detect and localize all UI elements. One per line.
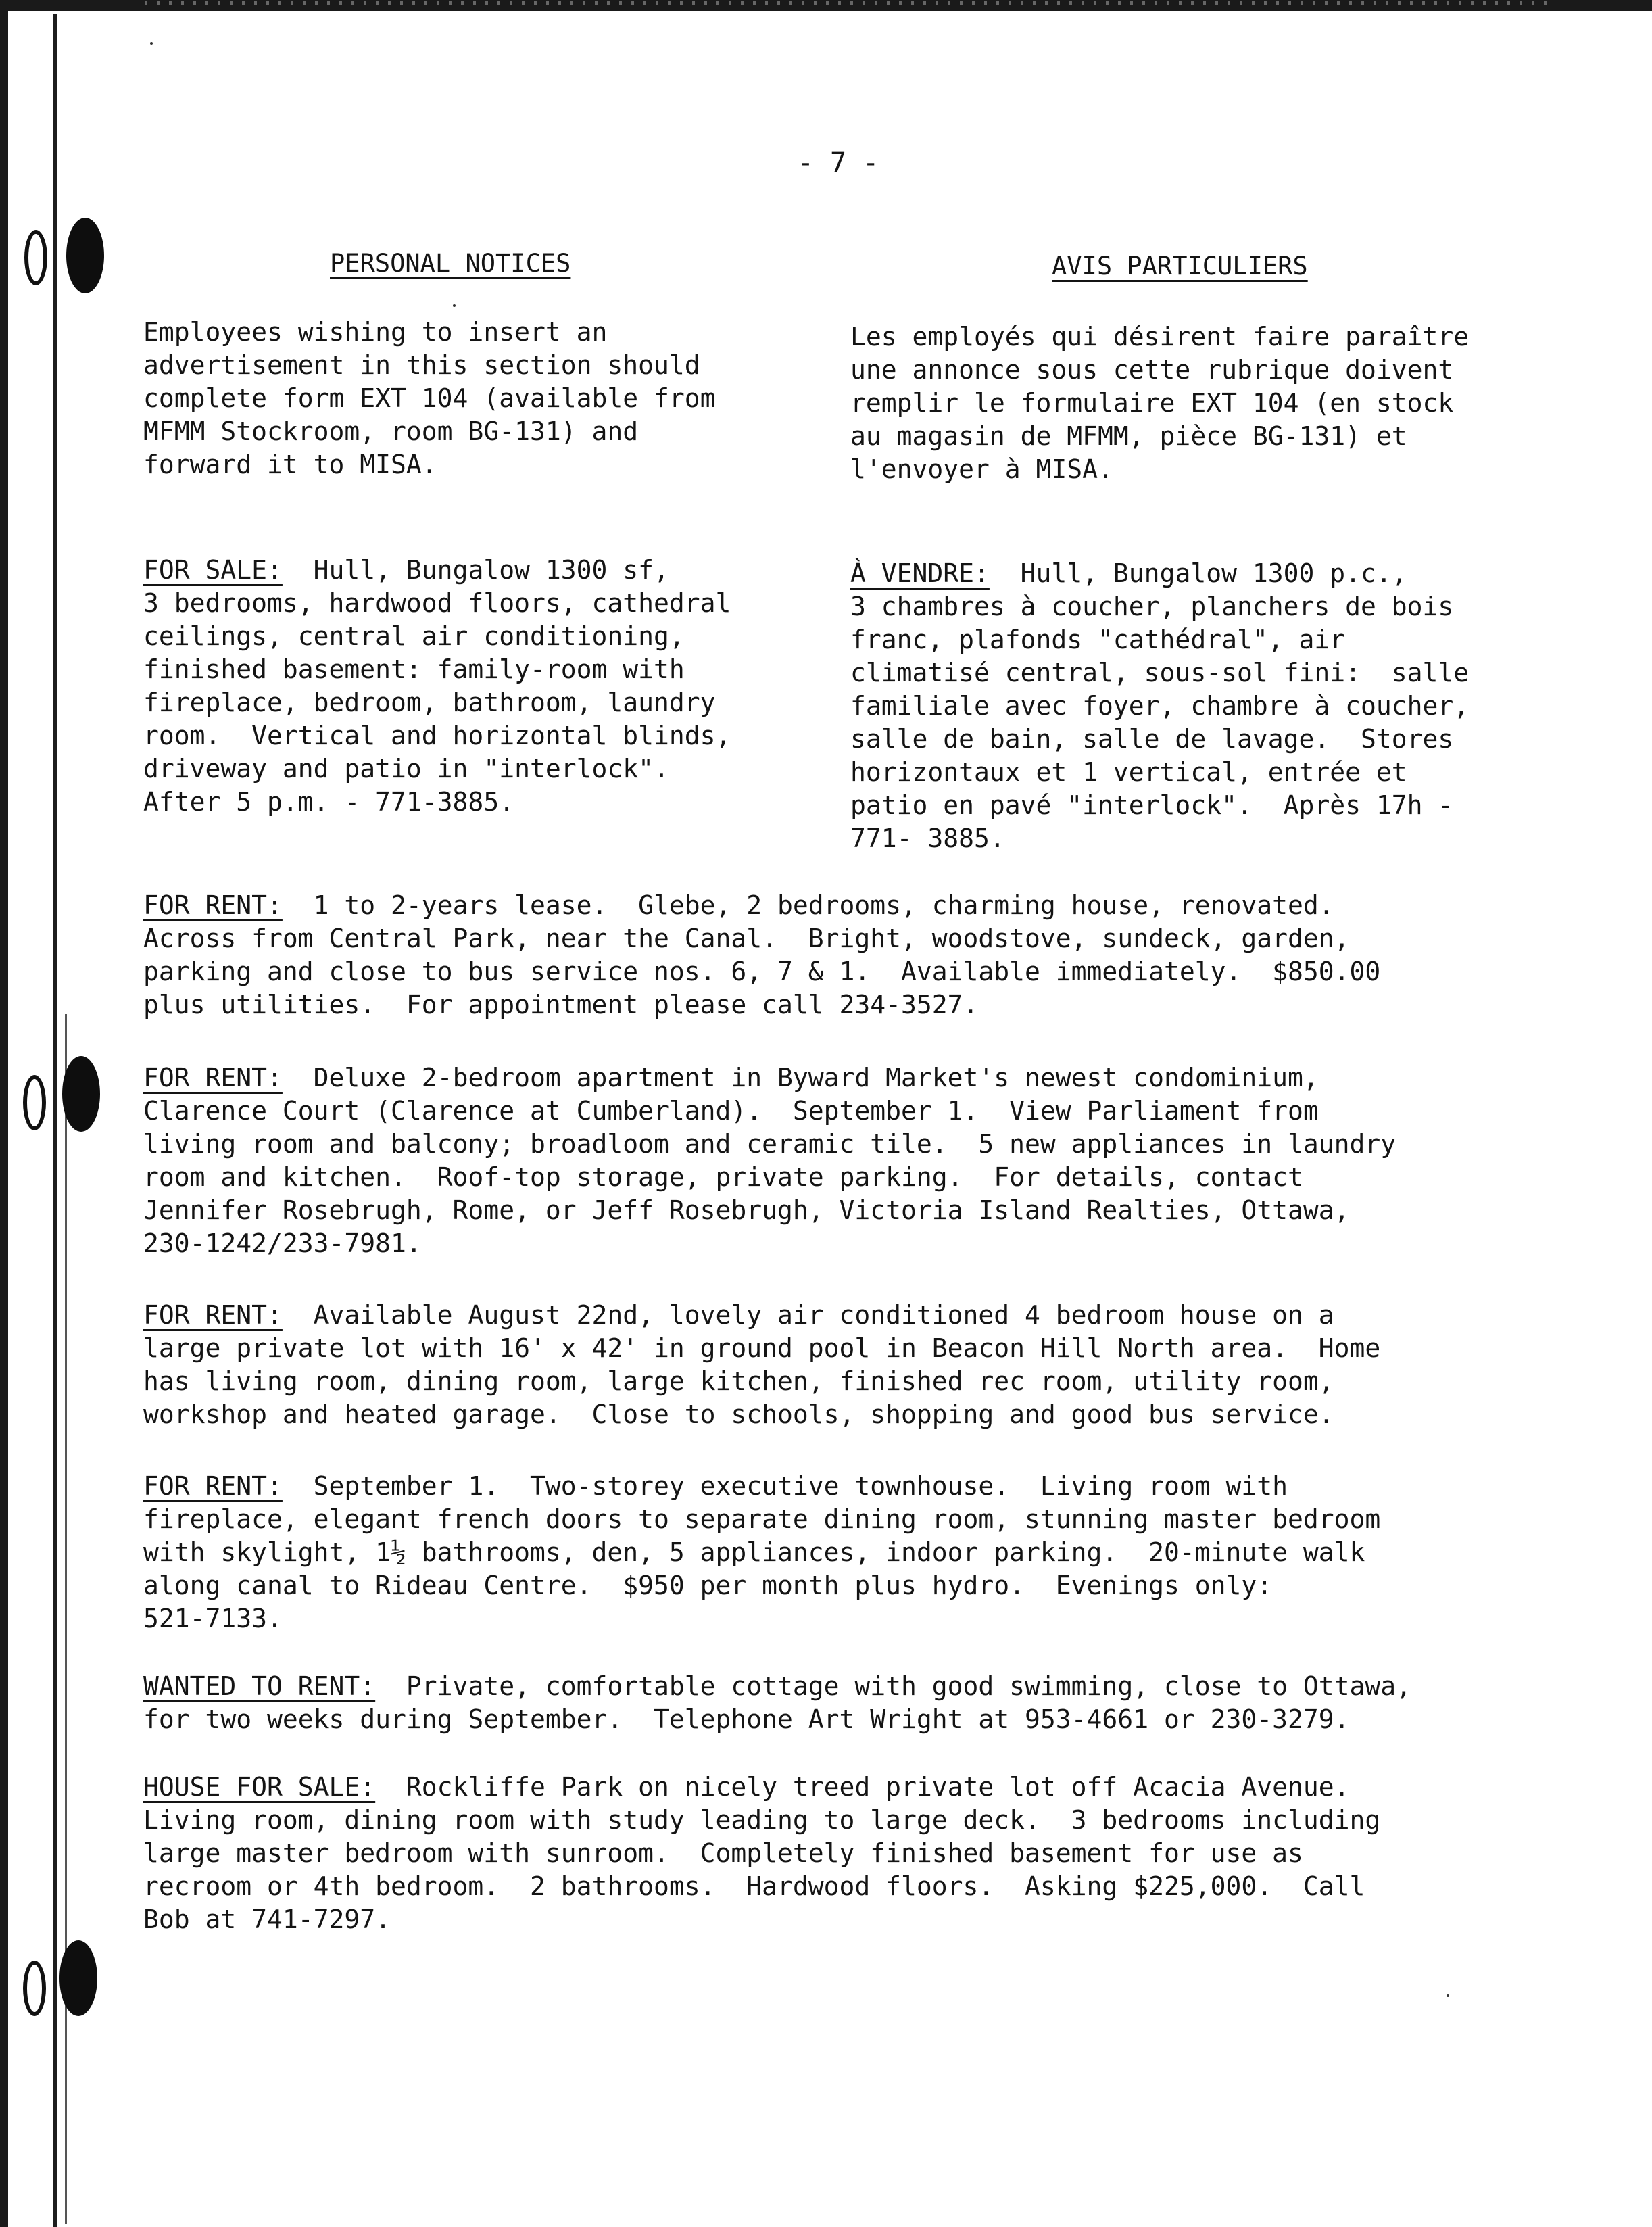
heading-avis-particuliers: AVIS PARTICULIERS: [1052, 252, 1308, 281]
text-line: with skylight, 1½ bathrooms, den, 5 appliances, indoor parking. 20-minute walk: [143, 1537, 1365, 1567]
scan-left-edge: [0, 0, 8, 2227]
text-line: room and kitchen. Roof-top storage, private parking. For details, contact: [143, 1162, 1303, 1192]
text-line: 521-7133.: [143, 1604, 283, 1633]
text-line: fireplace, elegant french doors to separate dining room, stunning master bedroom: [143, 1504, 1381, 1534]
binder-hole-bottom: [59, 1940, 97, 2016]
text-line: Across from Central Park, near the Canal. Bright, woodstove, sundeck, garden,: [143, 924, 1350, 953]
text-line: familiale avec foyer, chambre à coucher,: [850, 691, 1469, 721]
text-line: 3 bedrooms, hardwood floors, cathedral: [143, 588, 731, 618]
text-line: climatisé central, sous-sol fini: salle: [850, 658, 1469, 688]
intro-french: [850, 320, 1469, 486]
binder-line-inner: [65, 1014, 67, 2224]
ad-label: FOR SALE:: [143, 555, 283, 585]
ad-a-vendre-french: [850, 557, 1469, 855]
text-line: Rockliffe Park on nicely treed private lot off Acacia Avenue.: [375, 1772, 1350, 1802]
ad-for-rent-townhouse: [143, 1470, 1380, 1635]
text-line: living room and balcony; broadloom and ceramic tile. 5 new appliances in laundry: [143, 1129, 1396, 1159]
ad-for-sale-english: [143, 554, 731, 819]
text-line: After 5 p.m. - 771-3885.: [143, 787, 515, 817]
heading-personal-notices: PERSONAL NOTICES: [330, 249, 571, 278]
text-line: une annonce sous cette rubrique doivent: [850, 355, 1454, 385]
ad-for-rent-glebe: [143, 889, 1380, 1022]
intro-english: [143, 316, 715, 481]
ad-wanted-to-rent: [143, 1670, 1411, 1736]
ad-for-rent-byward: [143, 1061, 1396, 1260]
binder-hole-shadow-bottom: [23, 1961, 46, 2016]
text-line: Bob at 741-7297.: [143, 1905, 391, 1934]
text-line: has living room, dining room, large kitchen, finished rec room, utility room,: [143, 1366, 1334, 1396]
ad-house-for-sale: [143, 1771, 1380, 1936]
ad-for-rent-beacon-hill: [143, 1299, 1380, 1431]
text-line: horizontaux et 1 vertical, entrée et: [850, 757, 1407, 787]
binder-hole-shadow-top: [24, 230, 47, 285]
scan-top-edge: [0, 0, 1652, 11]
text-line: Les employés qui désirent faire paraître: [850, 322, 1469, 352]
scan-speck: [1447, 1994, 1449, 1997]
text-line: recroom or 4th bedroom. 2 bathrooms. Hardwood floors. Asking $225,000. Call: [143, 1871, 1365, 1901]
scan-speck: [453, 304, 456, 307]
ad-label: FOR RENT:: [143, 1063, 283, 1093]
text-line: Private, comfortable cottage with good swimming, close to Ottawa,: [375, 1671, 1411, 1701]
text-line: advertisement in this section should: [143, 350, 700, 380]
ad-label: FOR RENT:: [143, 1300, 283, 1330]
text-line: Available August 22nd, lovely air conditioned 4 bedroom house on a: [282, 1300, 1334, 1330]
text-line: plus utilities. For appointment please call 234-3527.: [143, 990, 979, 1020]
text-line: Jennifer Rosebrugh, Rome, or Jeff Rosebrugh, Victoria Island Realties, Ottawa,: [143, 1195, 1350, 1225]
scan-speck: [150, 42, 153, 45]
text-line: complete form EXT 104 (available from: [143, 383, 716, 413]
text-line: finished basement: family-room with: [143, 654, 685, 684]
text-line: Clarence Court (Clarence at Cumberland). September 1. View Parliament from: [143, 1096, 1319, 1126]
text-line: MFMM Stockroom, room BG-131) and: [143, 416, 639, 446]
binder-hole-shadow-middle: [23, 1075, 46, 1130]
text-line: ceilings, central air conditioning,: [143, 621, 685, 651]
ad-label: À VENDRE:: [850, 558, 990, 588]
text-line: Living room, dining room with study leading to large deck. 3 bedrooms including: [143, 1805, 1381, 1835]
text-line: large private lot with 16' x 42' in ground pool in Beacon Hill North area. Home: [143, 1333, 1381, 1363]
text-line: Deluxe 2-bedroom apartment in Byward Market's newest condominium,: [282, 1063, 1319, 1093]
text-line: driveway and patio in "interlock".: [143, 754, 669, 784]
text-line: franc, plafonds "cathédral", air: [850, 625, 1346, 654]
text-line: au magasin de MFMM, pièce BG-131) et: [850, 421, 1407, 451]
text-line: room. Vertical and horizontal blinds,: [143, 721, 731, 750]
text-line: workshop and heated garage. Close to schools, shopping and good bus service.: [143, 1399, 1334, 1429]
text-line: Hull, Bungalow 1300 p.c.,: [989, 558, 1407, 588]
binder-hole-top: [66, 218, 104, 293]
text-line: 771- 3885.: [850, 823, 1005, 853]
ad-label: FOR RENT:: [143, 1471, 283, 1501]
text-line: salle de bain, salle de lavage. Stores: [850, 724, 1454, 754]
ad-label: WANTED TO RENT:: [143, 1671, 376, 1701]
text-line: September 1. Two-storey executive townhouse. Living room with: [282, 1471, 1288, 1501]
text-line: remplir le formulaire EXT 104 (en stock: [850, 388, 1454, 418]
text-line: 1 to 2-years lease. Glebe, 2 bedrooms, charming house, renovated.: [282, 890, 1334, 920]
text-line: 230-1242/233-7981.: [143, 1228, 422, 1258]
text-line: 3 chambres à coucher, planchers de bois: [850, 592, 1454, 621]
binder-line: [53, 14, 57, 2227]
text-line: l'envoyer à MISA.: [850, 454, 1113, 484]
text-line: patio en pavé "interlock". Après 17h -: [850, 790, 1454, 820]
text-line: large master bedroom with sunroom. Completely finished basement for use as: [143, 1838, 1303, 1868]
ad-label: FOR RENT:: [143, 890, 283, 920]
text-line: forward it to MISA.: [143, 450, 437, 479]
ad-label: HOUSE FOR SALE:: [143, 1772, 376, 1802]
binder-hole-middle: [62, 1056, 100, 1132]
text-line: fireplace, bedroom, bathroom, laundry: [143, 688, 716, 717]
text-line: parking and close to bus service nos. 6, 7 & 1. Available immediately. $850.00: [143, 957, 1381, 986]
text-line: for two weeks during September. Telephone Art Wright at 953-4661 or 230-3279.: [143, 1704, 1350, 1734]
text-line: along canal to Rideau Centre. $950 per month plus hydro. Evenings only:: [143, 1571, 1273, 1600]
page-number: - 7 -: [797, 147, 879, 178]
text-line: Hull, Bungalow 1300 sf,: [282, 555, 669, 585]
text-line: Employees wishing to insert an: [143, 317, 608, 347]
